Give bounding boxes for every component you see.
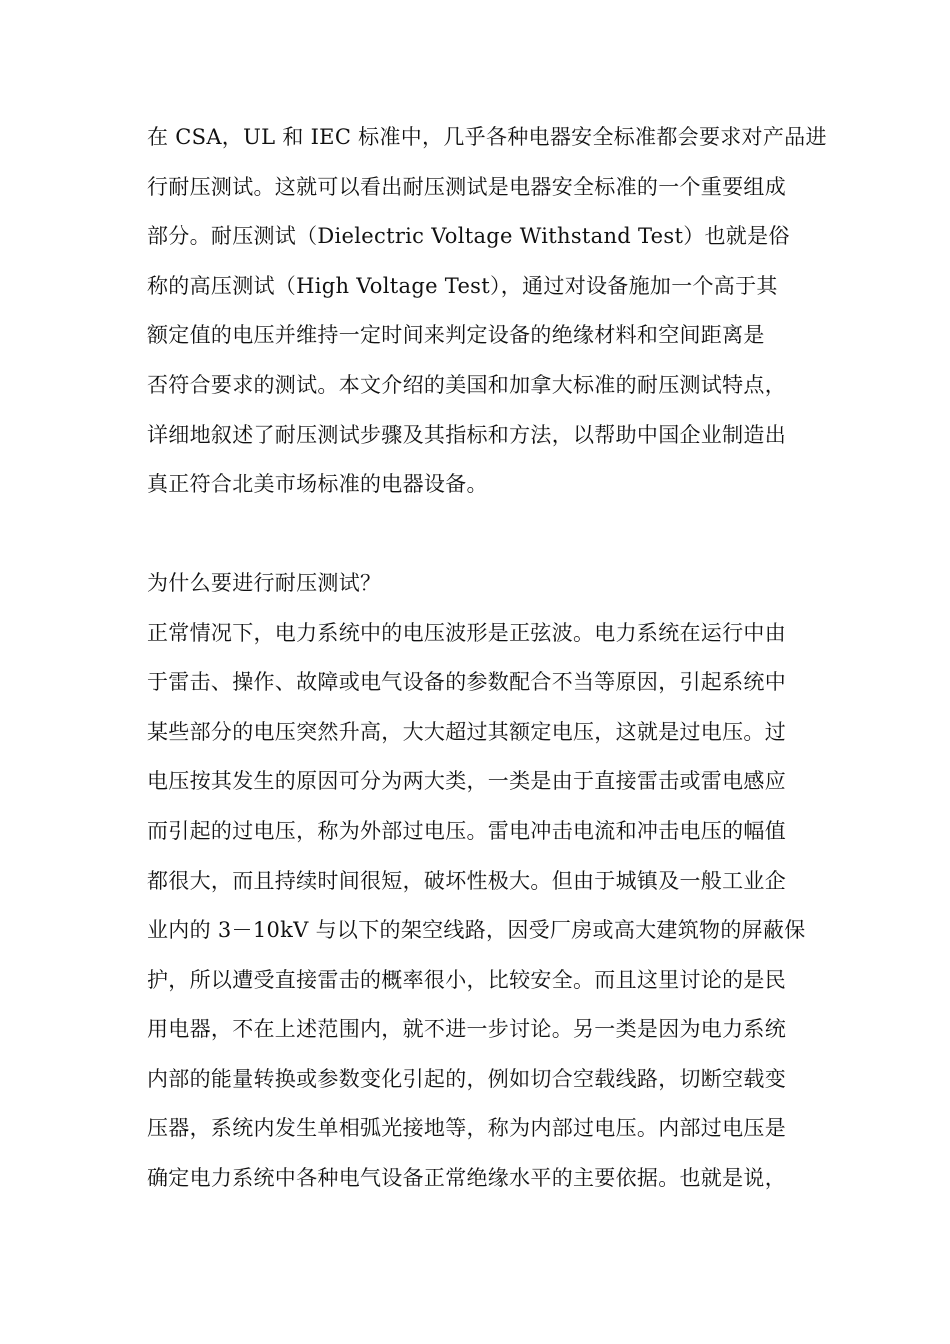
text-line: 在 CSA，UL 和 IEC 标准中，几乎各种电器安全标准都会要求对产品进 bbox=[147, 125, 827, 149]
text-line: 详细地叙述了耐压测试步骤及其指标和方法，以帮助中国企业制造出 bbox=[147, 423, 786, 447]
text-line: 部分。耐压测试（Dielectric Voltage Withstand Test）也就是俗 bbox=[147, 224, 790, 248]
section-heading: 为什么要进行耐压测试？ bbox=[147, 571, 382, 595]
text-line: 真正符合北美市场标准的电器设备。 bbox=[147, 472, 488, 496]
text-line: 压器，系统内发生单相弧光接地等，称为内部过电压。内部过电压是 bbox=[147, 1116, 786, 1140]
text-line: 用电器，不在上述范围内，就不进一步讨论。另一类是因为电力系统 bbox=[147, 1017, 786, 1041]
text-line: 护，所以遭受直接雷击的概率很小，比较安全。而且这里讨论的是民 bbox=[147, 968, 786, 992]
text-line: 电压按其发生的原因可分为两大类，一类是由于直接雷击或雷电感应 bbox=[147, 769, 786, 793]
text-line: 于雷击、操作、故障或电气设备的参数配合不当等原因，引起系统中 bbox=[147, 670, 786, 694]
text-line: 而引起的过电压，称为外部过电压。雷电冲击电流和冲击电压的幅值 bbox=[147, 819, 786, 843]
text-line: 否符合要求的测试。本文介绍的美国和加拿大标准的耐压测试特点， bbox=[147, 373, 786, 397]
text-line: 额定值的电压并维持一定时间来判定设备的绝缘材料和空间距离是 bbox=[147, 323, 765, 347]
text-line: 行耐压测试。这就可以看出耐压测试是电器安全标准的一个重要组成 bbox=[147, 175, 786, 199]
text-line: 业内的 3－10kV 与以下的架空线路，因受厂房或高大建筑物的屏蔽保 bbox=[147, 918, 806, 942]
text-line: 称的高压测试（High Voltage Test），通过对设备施加一个高于其 bbox=[147, 274, 778, 298]
text-line: 都很大，而且持续时间很短，破坏性极大。但由于城镇及一般工业企 bbox=[147, 869, 786, 893]
text-line: 某些部分的电压突然升高，大大超过其额定电压，这就是过电压。过 bbox=[147, 720, 786, 744]
text-line: 确定电力系统中各种电气设备正常绝缘水平的主要依据。也就是说， bbox=[147, 1166, 786, 1190]
text-line: 内部的能量转换或参数变化引起的，例如切合空载线路，切断空载变 bbox=[147, 1067, 786, 1091]
text-line: 正常情况下，电力系统中的电压波形是正弦波。电力系统在运行中由 bbox=[147, 621, 786, 645]
